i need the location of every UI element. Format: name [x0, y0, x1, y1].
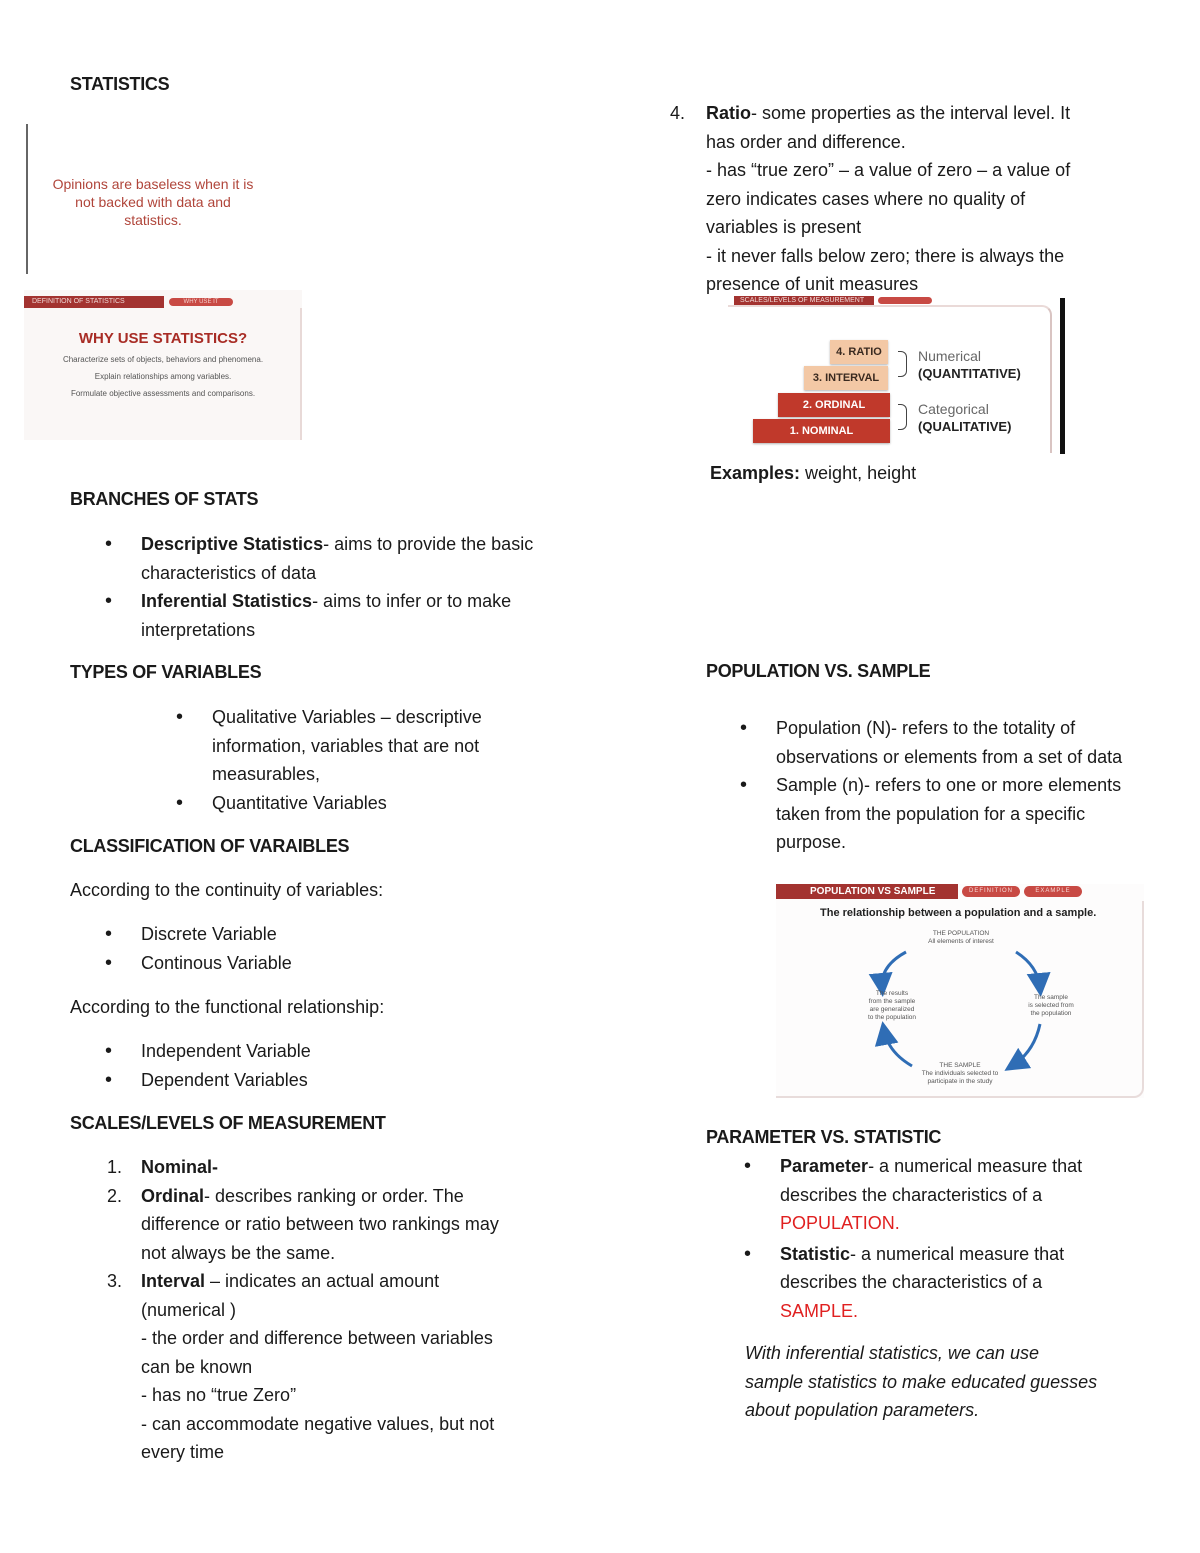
step-ratio: 4. RATIO — [830, 340, 888, 364]
why-statistics-slide — [24, 290, 302, 440]
scales-heading: SCALES/LEVELS OF MEASUREMENT — [70, 1113, 386, 1133]
slide-section-bar: DEFINITION OF STATISTICS — [24, 296, 164, 308]
term: Statistic — [780, 1243, 851, 1264]
slide-line: Characterize sets of objects, behaviors and phenomena. — [62, 355, 264, 364]
list-item — [141, 587, 571, 644]
term: Inferential Statistics — [141, 591, 313, 611]
examples-label: Examples: — [710, 463, 801, 483]
highlight: POPULATION. — [780, 1213, 900, 1233]
list-item: 1. Nominal- — [107, 1157, 219, 1177]
types-heading: TYPES OF VARIABLES — [70, 662, 262, 682]
quote-image — [26, 124, 276, 274]
list-item: • Quantitative Variables — [212, 789, 532, 818]
term: Ratio — [706, 103, 751, 123]
definition: - aims to infer or to make interpretations — [141, 591, 512, 640]
list-item: • Parameter- a numerical measure that describes the characteristics of a POPULATION. — [780, 1152, 1130, 1238]
term: Ordinal — [141, 1185, 205, 1206]
classification-heading: CLASSIFICATION OF VARAIBLES — [70, 836, 350, 856]
term: Descriptive Statistics — [141, 534, 324, 554]
slide-title: WHY USE STATISTICS? — [78, 330, 248, 347]
cycle-label: THE SAMPLE The individuals selected to participate in the study — [921, 1062, 999, 1085]
continuity-label: According to the continuity of variables: — [70, 880, 384, 900]
slide-pill: WHY USE IT — [169, 298, 233, 306]
list-item: • Statistic- a numerical measure that describes the characteristics of a SAMPLE. — [780, 1240, 1130, 1326]
slide-line: Formulate objective assessments and comparisons. — [70, 389, 256, 398]
population-list — [776, 714, 1136, 857]
slide-pill: DEFINITION — [962, 886, 1020, 897]
population-heading: POPULATION VS. SAMPLE — [706, 661, 931, 681]
group-label: Categorical — [918, 401, 989, 417]
list-item: • Independent Variable — [141, 1037, 541, 1066]
parameter-heading: PARAMETER VS. STATISTIC — [706, 1127, 942, 1147]
list-item: • Discrete Variable — [141, 920, 541, 949]
step-interval: 3. INTERVAL — [804, 366, 888, 390]
cycle-label: The results from the sample are generalized to the population — [867, 990, 917, 1021]
list-item — [141, 530, 571, 587]
quote-line: Opinions are baseless when it is — [52, 176, 254, 192]
group-type: (QUALITATIVE) — [918, 419, 1012, 434]
examples-text: weight, height — [800, 463, 917, 483]
step-nominal: 1. NOMINAL — [753, 419, 890, 443]
list-item: • Sample (n)- refers to one or more elements taken from the population for a specific purpose. — [776, 771, 1136, 857]
list-item: 2. Ordinal- describes ranking or order. The difference or ratio between two rankings may not always be the same. — [107, 1185, 499, 1263]
closing-note: With inferential statistics, we can use sample statistics to make educated guesses about population parameters. — [745, 1343, 1098, 1420]
definition: - aims to provide the basic characteristics of data — [141, 534, 534, 583]
slide-section-bar: POPULATION VS SAMPLE — [776, 884, 958, 899]
population-sample-slide — [776, 884, 1144, 1098]
list-item: 3. Interval – indicates an actual amount (numerical ) - the order and difference between variables can be known - has no “true Zero” - can accommodate negative values, but not every time — [107, 1271, 495, 1462]
functional-list — [141, 1037, 541, 1094]
slide-pill: EXAMPLE — [1024, 886, 1082, 897]
cycle-label: THE POPULATION All elements of interest — [928, 930, 994, 945]
scales-list — [107, 1153, 561, 1467]
highlight: SAMPLE. — [780, 1300, 859, 1321]
functional-label: According to the functional relationship: — [70, 997, 385, 1017]
continuity-list — [141, 920, 541, 977]
parameter-list — [780, 1152, 1130, 1325]
diagram-section-bar: SCALES/LEVELS OF MEASUREMENT — [734, 296, 874, 305]
ratio-item: 4. Ratio- some properties as the interval level. It has order and difference. - has “true zero” – a value of zero – a value of zero indicates cases where no quality of variables is present - it never falls below zero; there is always the presence of unit measures — [670, 103, 1071, 294]
examples-line — [710, 459, 916, 488]
quote-line: not backed with data and — [75, 194, 231, 210]
branches-heading: BRANCHES OF STATS — [70, 489, 259, 509]
group-type: (QUANTITATIVE) — [918, 366, 1021, 381]
term: Parameter — [780, 1156, 869, 1176]
types-list — [212, 703, 532, 817]
cycle-label: The sample is selected from the population — [1028, 994, 1074, 1017]
list-item: • Qualitative Variables – descriptive information, variables that are not measurables, — [212, 703, 532, 789]
term: Nominal- — [141, 1157, 219, 1177]
branches-list — [141, 530, 571, 644]
list-item: • Dependent Variables — [141, 1066, 541, 1095]
list-item: • Continous Variable — [141, 949, 541, 978]
group-label: Numerical — [918, 348, 982, 364]
page-title: STATISTICS — [70, 74, 170, 94]
step-ordinal: 2. ORDINAL — [778, 393, 890, 417]
slide-line: Explain relationships among variables. — [94, 372, 232, 381]
scales-diagram — [726, 296, 1068, 456]
term: Interval — [141, 1271, 206, 1291]
quote-line: statistics. — [124, 212, 182, 228]
slide-subtitle: The relationship between a population and a sample. — [820, 907, 1097, 919]
list-item: • Population (N)- refers to the totality of observations or elements from a set of data — [776, 714, 1136, 771]
